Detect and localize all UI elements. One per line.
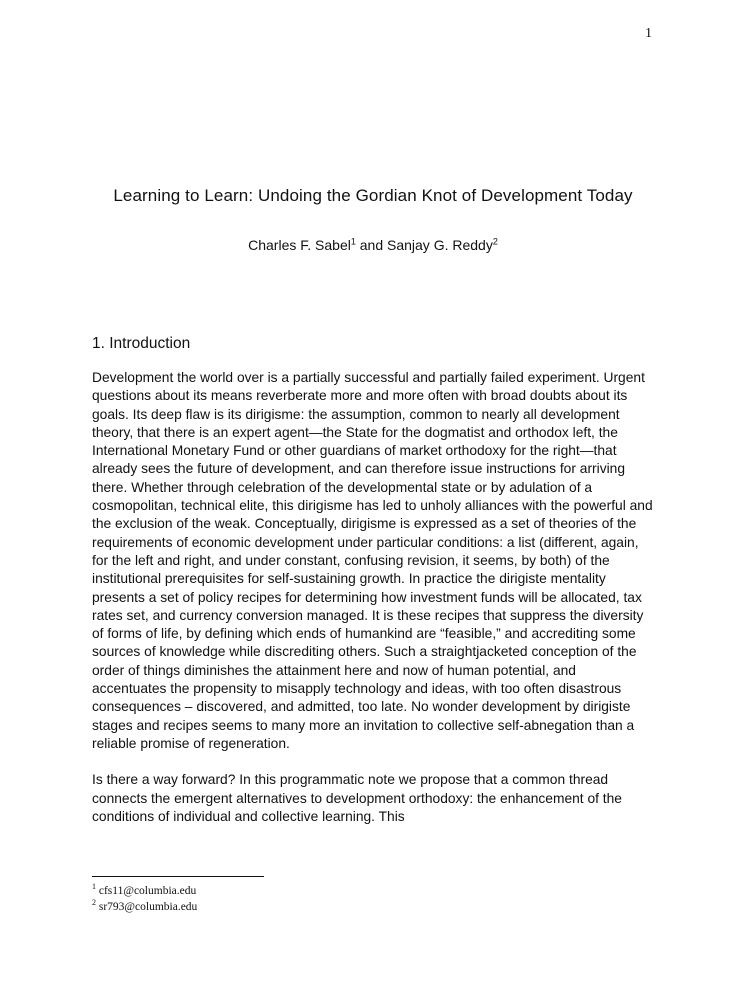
section-heading-introduction: 1. Introduction — [92, 335, 191, 352]
paragraph-2: Is there a way forward? In this programmatic note we propose that a common thread connects the emergent alternatives to development orthodoxy: the enhancement of the conditions of individual and collective learning. This — [92, 772, 622, 824]
paragraph-1: Development the world over is a partially successful and partially failed experiment. Urgent questions about its means reverberate more and more often with broad doubts about its goals. Its deep flaw is its dirigisme: the assumption, common to nearly all development theory, that there is an expert agent—the State for the dogmatist and orthodox left, the International Monetary Fund or other guardians of market orthodoxy for the right—that already sees the future of development, and can therefore issue instructions for arriving there. Whether through celebration of the developmental state or by adulation of a cosmopolitan, technical elite, this dirigisme has led to unholy alliances with the powerful and the exclusion of the weak. Conceptually, dirigisme is expressed as a set of theories of the requirements of economic development under particular conditions: a list (different, again, for the left and right, and under constant, confusing revision, it seems, by both) of the institutional prerequisites for self-sustaining growth. In practice the dirigiste mentality presents a set of policy recipes for determining how investment funds will be allocated, tax rates set, and currency conversion managed. It is these recipes that suppress the diversity of forms of life, by defining which ends of humankind are “feasible,” and accrediting some sources of knowledge while discrediting others. Such a straightjacketed conception of the order of things diminishes the attainment here and now of human potential, and accentuates the propensity to misapply technology and ideas, with too often disastrous consequences – discovered, and admitted, too late. No wonder development by dirigiste stages and recipes seems to many more an invitation to collective self-abnegation than a reliable promise of regeneration. — [92, 370, 653, 751]
author-1-footnote-marker: 1 — [350, 236, 356, 247]
authors-connector: and — [355, 237, 387, 253]
footnote-2-text: sr793@columbia.edu — [98, 900, 198, 913]
authors-line — [92, 237, 654, 253]
footnote-area — [92, 876, 652, 915]
page-content — [92, 0, 654, 826]
footnote-separator-rule — [92, 876, 264, 877]
footnote-1-text: cfs11@columbia.edu — [98, 885, 197, 897]
footnote-2 — [92, 897, 652, 916]
paper-title: Learning to Learn: Undoing the Gordian Knot of Development Today — [113, 186, 633, 205]
author-2: Sanjay G. Reddy — [387, 237, 493, 253]
author-1: Charles F. Sabel — [248, 237, 351, 253]
page-number: 1 — [645, 26, 652, 41]
footnote-2-marker: 2 — [92, 897, 96, 907]
footnote-1 — [92, 884, 652, 900]
author-2-footnote-marker: 2 — [492, 236, 498, 247]
body-text — [92, 369, 654, 826]
footnote-1-marker: 1 — [92, 882, 96, 892]
